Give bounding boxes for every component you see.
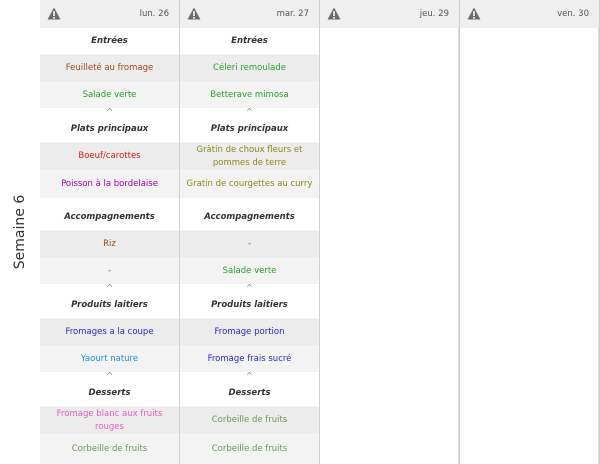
warning-icon[interactable] <box>187 7 201 20</box>
menu-item[interactable]: Salade verte <box>40 82 179 108</box>
empty-day-panel <box>460 28 599 464</box>
day-header <box>180 0 319 29</box>
menu-item[interactable]: Corbeille de fruits <box>40 434 179 464</box>
day-date: mar. 27 <box>276 9 309 19</box>
collapse-caret-icon[interactable]: ^ <box>40 108 179 116</box>
collapse-caret-icon[interactable]: ^ <box>180 108 319 116</box>
menu-item[interactable]: Feuilleté au fromage <box>40 54 179 82</box>
menu-item[interactable]: Betterave mimosa <box>180 82 319 108</box>
category-plats: Plats principaux <box>180 116 319 142</box>
category-plats: Plats principaux <box>40 116 179 142</box>
empty-day-panel <box>320 28 459 464</box>
menu-item[interactable]: Gratin de courgettes au curry <box>180 170 319 198</box>
day-menu <box>180 28 319 464</box>
menu-item[interactable]: Yaourt nature <box>40 346 179 372</box>
warning-icon[interactable] <box>327 7 341 20</box>
category-laitiers: Produits laitiers <box>40 292 179 318</box>
menu-item[interactable]: Céleri remoulade <box>180 54 319 82</box>
menu-item[interactable]: Salade verte <box>180 258 319 284</box>
menu-item[interactable]: Grâtin de choux fleurs et pommes de terre <box>180 142 319 170</box>
day-column-tuesday <box>180 0 320 464</box>
warning-icon[interactable] <box>467 7 481 20</box>
category-desserts: Desserts <box>40 380 179 406</box>
menu-item[interactable]: Riz <box>40 230 179 258</box>
day-header <box>320 0 459 29</box>
collapse-caret-icon[interactable]: ^ <box>180 372 319 380</box>
menu-item[interactable]: Fromage frais sucré <box>180 346 319 372</box>
week-label-column <box>0 0 41 464</box>
category-accompagnements: Accompagnements <box>40 204 179 230</box>
menu-item[interactable]: Corbeille de fruits <box>180 434 319 464</box>
day-date: jeu. 29 <box>419 9 449 19</box>
menu-item[interactable]: Poisson à la bordelaise <box>40 170 179 198</box>
day-date: lun. 26 <box>139 9 169 19</box>
menu-item[interactable]: - <box>180 230 319 258</box>
week-label: Semaine 6 <box>12 194 28 270</box>
menu-item[interactable]: - <box>40 258 179 284</box>
day-header <box>460 0 599 29</box>
menu-item[interactable]: Boeuf/carottes <box>40 142 179 170</box>
category-desserts: Desserts <box>180 380 319 406</box>
menu-item[interactable]: Fromage portion <box>180 318 319 346</box>
menu-item[interactable]: Fromages a la coupe <box>40 318 179 346</box>
collapse-caret-icon[interactable]: ^ <box>40 372 179 380</box>
day-column-thursday <box>320 0 460 464</box>
day-column-monday <box>40 0 180 464</box>
menu-item[interactable]: Corbeille de fruits <box>180 406 319 434</box>
collapse-caret-icon[interactable]: ^ <box>40 284 179 292</box>
day-header <box>40 0 179 29</box>
day-date: ven. 30 <box>557 9 589 19</box>
category-laitiers: Produits laitiers <box>180 292 319 318</box>
collapse-caret-icon[interactable]: ^ <box>180 284 319 292</box>
category-entrees: Entrées <box>40 28 179 54</box>
category-accompagnements: Accompagnements <box>180 204 319 230</box>
category-entrees: Entrées <box>180 28 319 54</box>
menu-item[interactable]: Fromage blanc aux fruits rouges <box>40 406 179 434</box>
day-column-friday <box>460 0 600 464</box>
warning-icon[interactable] <box>47 7 61 20</box>
day-menu <box>40 28 179 464</box>
